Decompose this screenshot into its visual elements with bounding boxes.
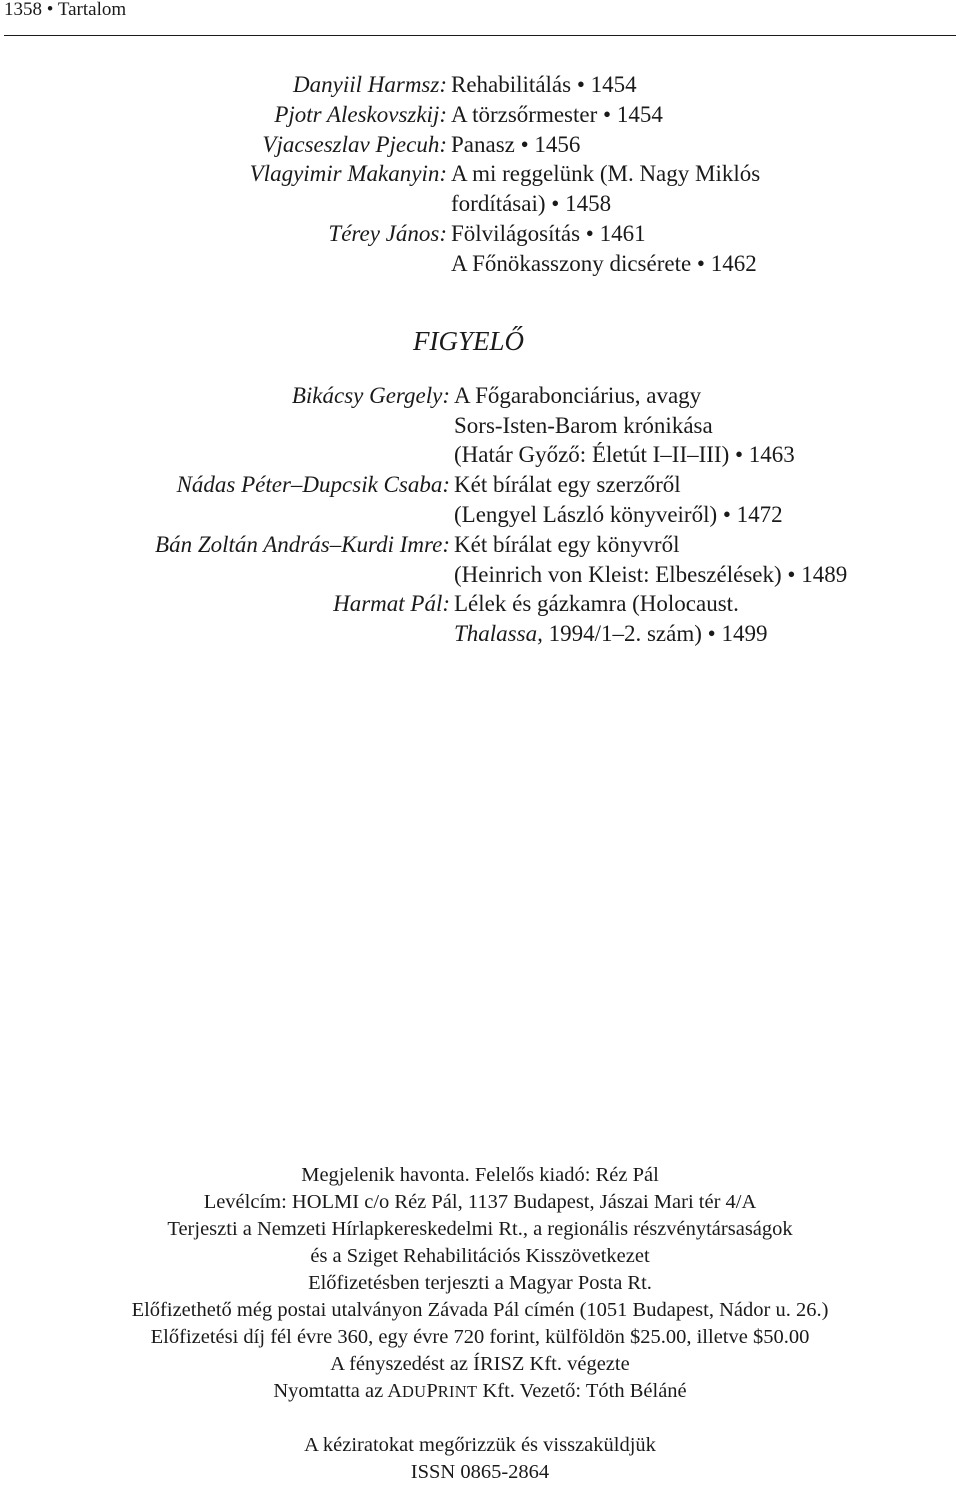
toc-title: A Főgarabonciárius, avagy — [454, 383, 702, 408]
toc-title: Két bírálat egy szerzőről — [454, 472, 681, 497]
toc-title: (Határ Győző: Életút I–II–III) • 1463 — [454, 442, 795, 467]
journal-name: Thalassa, — [454, 621, 543, 646]
toc-title: fordításai) • 1458 — [451, 191, 612, 216]
toc-author: Vlagyimir Makanyin: — [249, 161, 447, 186]
header-rule — [4, 35, 956, 36]
toc-author: Bán Zoltán András–Kurdi Imre: — [155, 532, 450, 557]
toc-title: Két bírálat egy könyvről — [454, 532, 680, 557]
section-name: Tartalom — [57, 0, 127, 20]
toc-title — [454, 619, 767, 649]
colophon-line: Előfizetésben terjeszti a Magyar Posta Rt. — [308, 1272, 652, 1294]
colophon-line: Levélcím: HOLMI c/o Réz Pál, 1137 Budapest, Jászai Mari tér 4/A — [203, 1191, 757, 1213]
toc-title: (Heinrich von Kleist: Elbeszélések) • 1489 — [454, 562, 848, 587]
manuscript-note: A kéziratokat megőrizzük és visszaküldjük — [304, 1434, 656, 1456]
printer-line: Nyomtatta az ADUPRINT Kft. Vezető: Tóth Béláné — [273, 1380, 687, 1402]
toc-author: Vjacseszlav Pjecuh: — [262, 132, 447, 157]
page-number: 1358 — [4, 0, 42, 20]
issue-info: 1994/1–2. szám) • 1499 — [548, 621, 768, 646]
colophon-line: A fényszedést az ÍRISZ Kft. végezte — [330, 1353, 630, 1375]
colophon-line: és a Sziget Rehabilitációs Kisszövetkezet — [310, 1245, 650, 1267]
issn: ISSN 0865-2864 — [410, 1461, 550, 1483]
bullet-separator: • — [46, 0, 54, 20]
toc-title: Sors-Isten-Barom krónikása — [454, 413, 713, 438]
toc-author: Nádas Péter–Dupcsik Csaba: — [176, 472, 450, 497]
printer-brand: ADUPRINT — [387, 1380, 478, 1402]
toc-title: (Lengyel László könyveiről) • 1472 — [454, 502, 783, 527]
section-heading: FIGYELŐ — [413, 326, 525, 356]
toc-author: Harmat Pál: — [333, 591, 450, 616]
toc-author: Danyiil Harmsz: — [293, 72, 447, 97]
toc-title: Panasz • 1456 — [451, 132, 581, 157]
toc-title: A Főnökasszony dicsérete • 1462 — [451, 251, 757, 276]
toc-title: Fölvilágosítás • 1461 — [451, 221, 646, 246]
toc-author: Pjotr Aleskovszkij: — [274, 102, 447, 127]
toc-author: Bikácsy Gergely: — [291, 383, 450, 408]
colophon-line: Előfizetési díj fél évre 360, egy évre 720 forint, külföldön $25.00, illetve $50.00 — [150, 1326, 810, 1348]
running-head — [4, 0, 126, 20]
colophon-line: Előfizethető még postai utalványon Závada Pál címén (1051 Budapest, Nádor u. 26.) — [131, 1299, 829, 1321]
toc-author: Térey János: — [328, 221, 447, 246]
colophon-line: Megjelenik havonta. Felelős kiadó: Réz Pál — [301, 1164, 659, 1186]
toc-title: A törzsőrmester • 1454 — [451, 102, 663, 127]
colophon-line: Terjeszti a Nemzeti Hírlapkereskedelmi Rt., a regionális részvénytársaságok — [167, 1218, 793, 1240]
toc-title: A mi reggelünk (M. Nagy Miklós — [451, 161, 761, 186]
toc-title: Rehabilitálás • 1454 — [451, 72, 637, 97]
toc-title: Lélek és gázkamra (Holocaust. — [454, 591, 739, 616]
